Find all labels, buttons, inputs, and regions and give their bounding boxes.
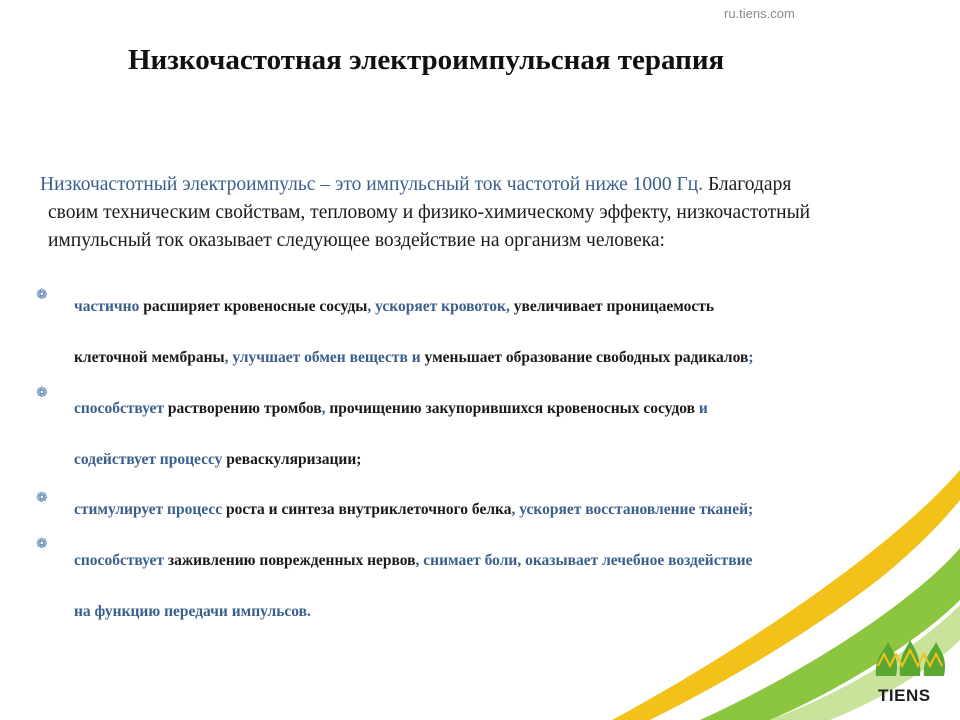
intro-continuation: Благодаря xyxy=(703,174,792,195)
bullet-text-segment: частично xyxy=(74,298,144,315)
bullet-1-line-1 xyxy=(74,298,714,316)
bullet-text-segment: клеточной мембраны xyxy=(74,349,225,366)
bullet-2-line-1 xyxy=(74,400,708,418)
bullet-2-line-2 xyxy=(74,451,361,469)
tiens-logo-text: TIENS xyxy=(878,686,931,705)
bullet-text-segment: заживлению поврежденных нервов xyxy=(167,552,416,569)
bullet-text-segment: и xyxy=(695,400,708,417)
page-title: Низкочастотная электроимпульсная терапия xyxy=(128,44,725,76)
intro-line-1 xyxy=(40,171,900,199)
bullet-text-segment: , ускоряет кровоток, xyxy=(367,298,510,315)
intro-paragraph xyxy=(40,171,900,255)
bullet-icon: ❁ xyxy=(36,287,48,303)
bullet-text-segment: , улучшает обмен веществ и xyxy=(224,349,425,366)
intro-line-2: своим техническим свойствам, тепловому и физико-химическому эффекту, низкочастотный xyxy=(48,202,811,223)
bullet-text-segment: стимулирует процесс xyxy=(74,501,226,518)
bullet-icon: ❁ xyxy=(36,490,48,506)
bullet-text-segment: способствует xyxy=(74,400,168,417)
bullet-text-segment: прочищению закупорившихся кровеносных сосудов xyxy=(329,400,696,417)
site-url: ru.tiens.com xyxy=(724,6,795,21)
bullet-text-segment: реваскуляризации; xyxy=(226,451,362,468)
bullet-text-segment: расширяет кровеносные сосуды xyxy=(143,298,368,315)
bullet-text-segment: , снимает боли, оказывает лечебное воздействие xyxy=(415,552,753,569)
bullet-text-segment: уменьшает образование свободных радикалов xyxy=(424,349,749,366)
bullet-icon: ❁ xyxy=(36,385,48,401)
bullet-text-segment: растворению тромбов xyxy=(167,400,322,417)
bullet-text-segment: , xyxy=(321,400,330,417)
bullet-1-line-2 xyxy=(74,349,754,367)
bullet-4-line-2 xyxy=(74,603,311,621)
intro-line-3: импульсный ток оказывает следующее воздействие на организм человека: xyxy=(48,230,665,251)
bullet-3-line-1 xyxy=(74,501,753,519)
bullet-text-segment: , ускоряет восстановление тканей; xyxy=(511,501,754,518)
bullet-text-segment: увеличивает проницаемость xyxy=(509,298,715,315)
bullet-4-line-1 xyxy=(74,552,752,570)
intro-definition: Низкочастотный электроимпульс – это импульсный ток частотой ниже 1000 Гц. xyxy=(40,174,704,195)
bullet-text-segment: способствует xyxy=(74,552,168,569)
bullet-text-segment: на функцию передачи импульсов. xyxy=(74,603,311,620)
bullet-text-segment: роста и синтеза внутриклеточного белка xyxy=(225,501,512,518)
bullet-text-segment: ; xyxy=(748,349,754,366)
bullet-text-segment: содействует процессу xyxy=(74,451,227,468)
bullet-icon: ❁ xyxy=(36,536,48,552)
